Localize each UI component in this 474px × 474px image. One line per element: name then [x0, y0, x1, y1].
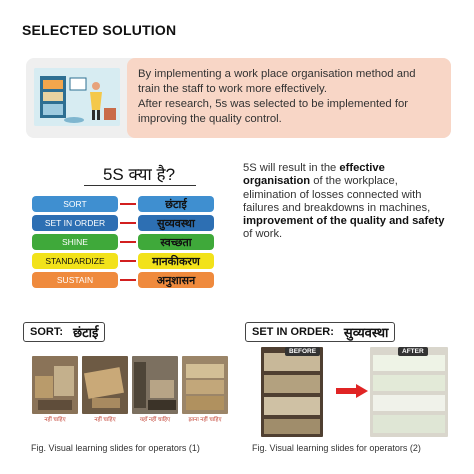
sort-photo-caption: नहीं चाहिए	[94, 417, 116, 423]
sort-photo-2	[82, 356, 128, 414]
sort-label-en: SORT:	[30, 326, 63, 338]
desc-text: 5S will result in the	[243, 162, 340, 174]
desc-text: of the workplace, elimination of losses connected with failures and breakdowns in machines,	[243, 175, 431, 214]
five-s-hindi-shine: स्वच्छता	[138, 234, 214, 250]
sort-photo-caption: नहीं चाहिए	[44, 417, 66, 423]
five-s-pill-shine: SHINE	[32, 234, 118, 250]
five-s-pill-sort: SORT	[32, 196, 118, 212]
before-label: BEFORE	[285, 347, 320, 356]
intro-line: By implementing a work place organisation method and	[138, 68, 416, 80]
five-s-connector	[120, 203, 136, 205]
desc-bold: effective organisation	[243, 162, 385, 188]
intro-line: improving the quality control.	[138, 113, 282, 125]
set-in-order-label-hi: सुव्यवस्था	[343, 325, 389, 340]
five-s-hindi-standardize: मानकीकरण	[138, 253, 214, 269]
five-s-title-underline	[84, 185, 196, 186]
five-s-connector	[120, 241, 136, 243]
five-s-hindi-sustain: अनुशासन	[138, 272, 214, 288]
five-s-benefits-text	[243, 162, 448, 242]
five-s-pill-standardize: STANDARDIZE	[32, 253, 118, 269]
five-s-connector	[120, 260, 136, 262]
five-s-pill-sustain: SUSTAIN	[32, 272, 118, 288]
sort-photo-caption: इतना नहीं चाहिए	[188, 417, 222, 423]
desc-text: of work.	[243, 228, 283, 241]
before-shelf-photo	[261, 347, 323, 437]
five-s-hindi-set-in-order: सुव्यवस्था	[138, 215, 214, 231]
intro-line: After research, 5s was selected to be implemented for	[138, 98, 409, 110]
five-s-connector	[120, 222, 136, 224]
five-s-connector	[120, 279, 136, 281]
set-in-order-label-box	[245, 322, 395, 342]
set-in-order-label-en: SET IN ORDER:	[252, 326, 334, 338]
after-label: AFTER	[398, 347, 428, 356]
sort-photo-caption: यहाँ नहीं चाहिए	[139, 417, 171, 423]
desc-bold: improvement of the quality and safety	[243, 215, 445, 228]
intro-text	[138, 67, 448, 127]
sort-label-box	[23, 322, 105, 342]
set-in-order-figure-caption: Fig. Visual learning slides for operators (2)	[252, 443, 421, 453]
intro-line: train the staff to work more effectively.	[138, 83, 327, 95]
five-s-title: 5S क्या है?	[102, 165, 176, 184]
sort-figure-caption: Fig. Visual learning slides for operators (1)	[31, 443, 200, 453]
sort-photo-4	[182, 356, 228, 414]
office-organisation-illustration	[34, 68, 120, 126]
five-s-pill-set-in-order: SET IN ORDER	[32, 215, 118, 231]
page-heading: SELECTED SOLUTION	[22, 22, 177, 38]
five-s-hindi-sort: छंटाई	[138, 196, 214, 212]
sort-label-hi: छंटाई	[73, 325, 99, 340]
after-shelf-photo	[370, 347, 448, 437]
sort-photo-3	[132, 356, 178, 414]
right-arrow-icon	[336, 384, 368, 398]
sort-photo-1	[32, 356, 78, 414]
